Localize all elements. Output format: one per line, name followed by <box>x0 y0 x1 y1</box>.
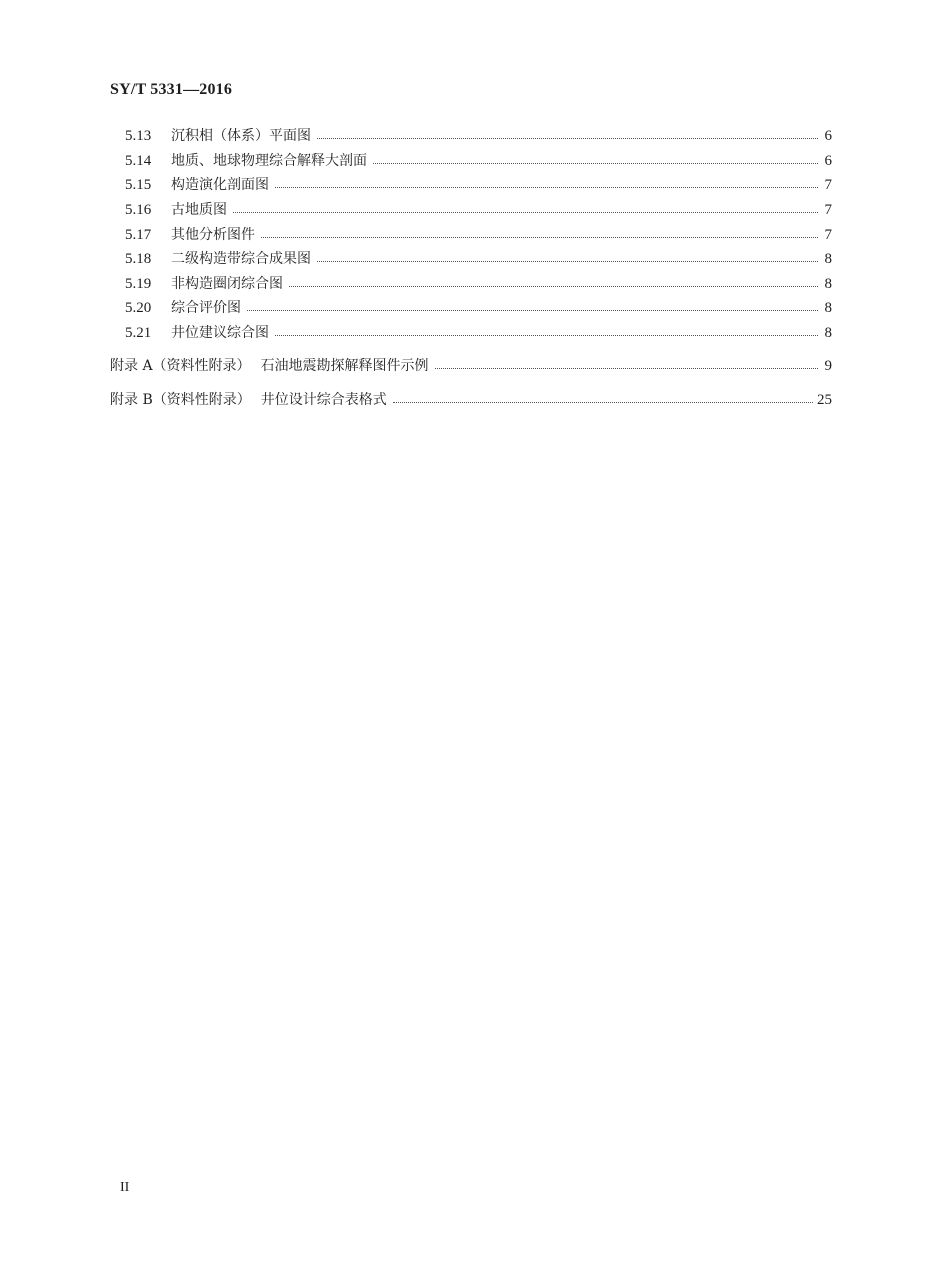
toc-entry-title: 古地质图 <box>171 202 227 218</box>
toc-dot-leader <box>273 175 820 195</box>
toc-entry-title: 沉积相（体系）平面图 <box>171 128 311 144</box>
toc-entry-number: 5.17 <box>125 227 152 243</box>
toc-entry-page: 7 <box>824 177 832 193</box>
toc-entry-number: 5.19 <box>125 276 152 292</box>
toc-entry-title: 井位建议综合图 <box>171 325 269 341</box>
toc-dot-leader <box>231 200 820 220</box>
toc-appendix-label: 附录 B（资料性附录） <box>110 392 251 408</box>
toc-dot-leader <box>315 126 820 146</box>
toc-appendix-title: 井位设计综合表格式 <box>260 392 387 408</box>
toc-appendix-page: 9 <box>824 358 832 374</box>
toc-dot-leader <box>391 390 815 410</box>
toc-dot-leader <box>259 225 820 245</box>
toc-entry[interactable] <box>125 151 832 171</box>
toc-entry-page: 8 <box>824 276 832 292</box>
toc-entry-title: 构造演化剖面图 <box>171 177 269 193</box>
toc-entry-title: 地质、地球物理综合解释大剖面 <box>171 153 367 169</box>
toc-entry[interactable] <box>125 225 832 245</box>
toc-entry-title: 其他分析图件 <box>171 227 255 243</box>
toc-dot-leader <box>433 356 820 376</box>
toc-dot-leader <box>287 274 820 294</box>
toc-entry-page: 7 <box>824 202 832 218</box>
toc-entry[interactable] <box>125 249 832 269</box>
toc-entry-number: 5.14 <box>125 153 152 169</box>
toc-entry-page: 7 <box>824 227 832 243</box>
toc-entry-title: 二级构造带综合成果图 <box>171 251 311 267</box>
toc-appendix-label: 附录 A（资料性附录） <box>110 358 251 374</box>
toc-entry[interactable] <box>125 298 832 318</box>
toc-entry-number: 5.18 <box>125 251 152 267</box>
toc-dot-leader <box>315 249 820 269</box>
toc-entry-page: 8 <box>824 251 832 267</box>
toc-entry-number: 5.15 <box>125 177 152 193</box>
toc-entry-number: 5.16 <box>125 202 152 218</box>
toc-entry[interactable] <box>125 126 832 146</box>
toc-entry[interactable] <box>125 200 832 220</box>
standard-number-header: SY/T 5331—2016 <box>110 81 233 98</box>
toc-appendix-entry[interactable] <box>110 356 832 376</box>
toc-entry-page: 8 <box>824 325 832 341</box>
toc-appendix-entry[interactable] <box>110 390 832 410</box>
toc-entry[interactable] <box>125 323 832 343</box>
toc-entry-page: 6 <box>824 128 832 144</box>
toc-entry-number: 5.20 <box>125 300 152 316</box>
toc-entry-page: 8 <box>824 300 832 316</box>
toc-entry-number: 5.21 <box>125 325 152 341</box>
footer-page-number: II <box>120 1180 130 1195</box>
toc-entry[interactable] <box>125 175 832 195</box>
toc-entry-title: 非构造圈闭综合图 <box>171 276 283 292</box>
toc-dot-leader <box>273 323 820 343</box>
toc-dot-leader <box>371 151 820 171</box>
toc-entry[interactable] <box>125 274 832 294</box>
toc-entry-number: 5.13 <box>125 128 152 144</box>
toc-entry-title: 综合评价图 <box>171 300 241 316</box>
toc-appendix-page: 25 <box>817 392 832 408</box>
toc-appendix-title: 石油地震勘探解释图件示例 <box>260 358 429 374</box>
toc-entry-page: 6 <box>824 153 832 169</box>
toc-dot-leader <box>245 298 820 318</box>
